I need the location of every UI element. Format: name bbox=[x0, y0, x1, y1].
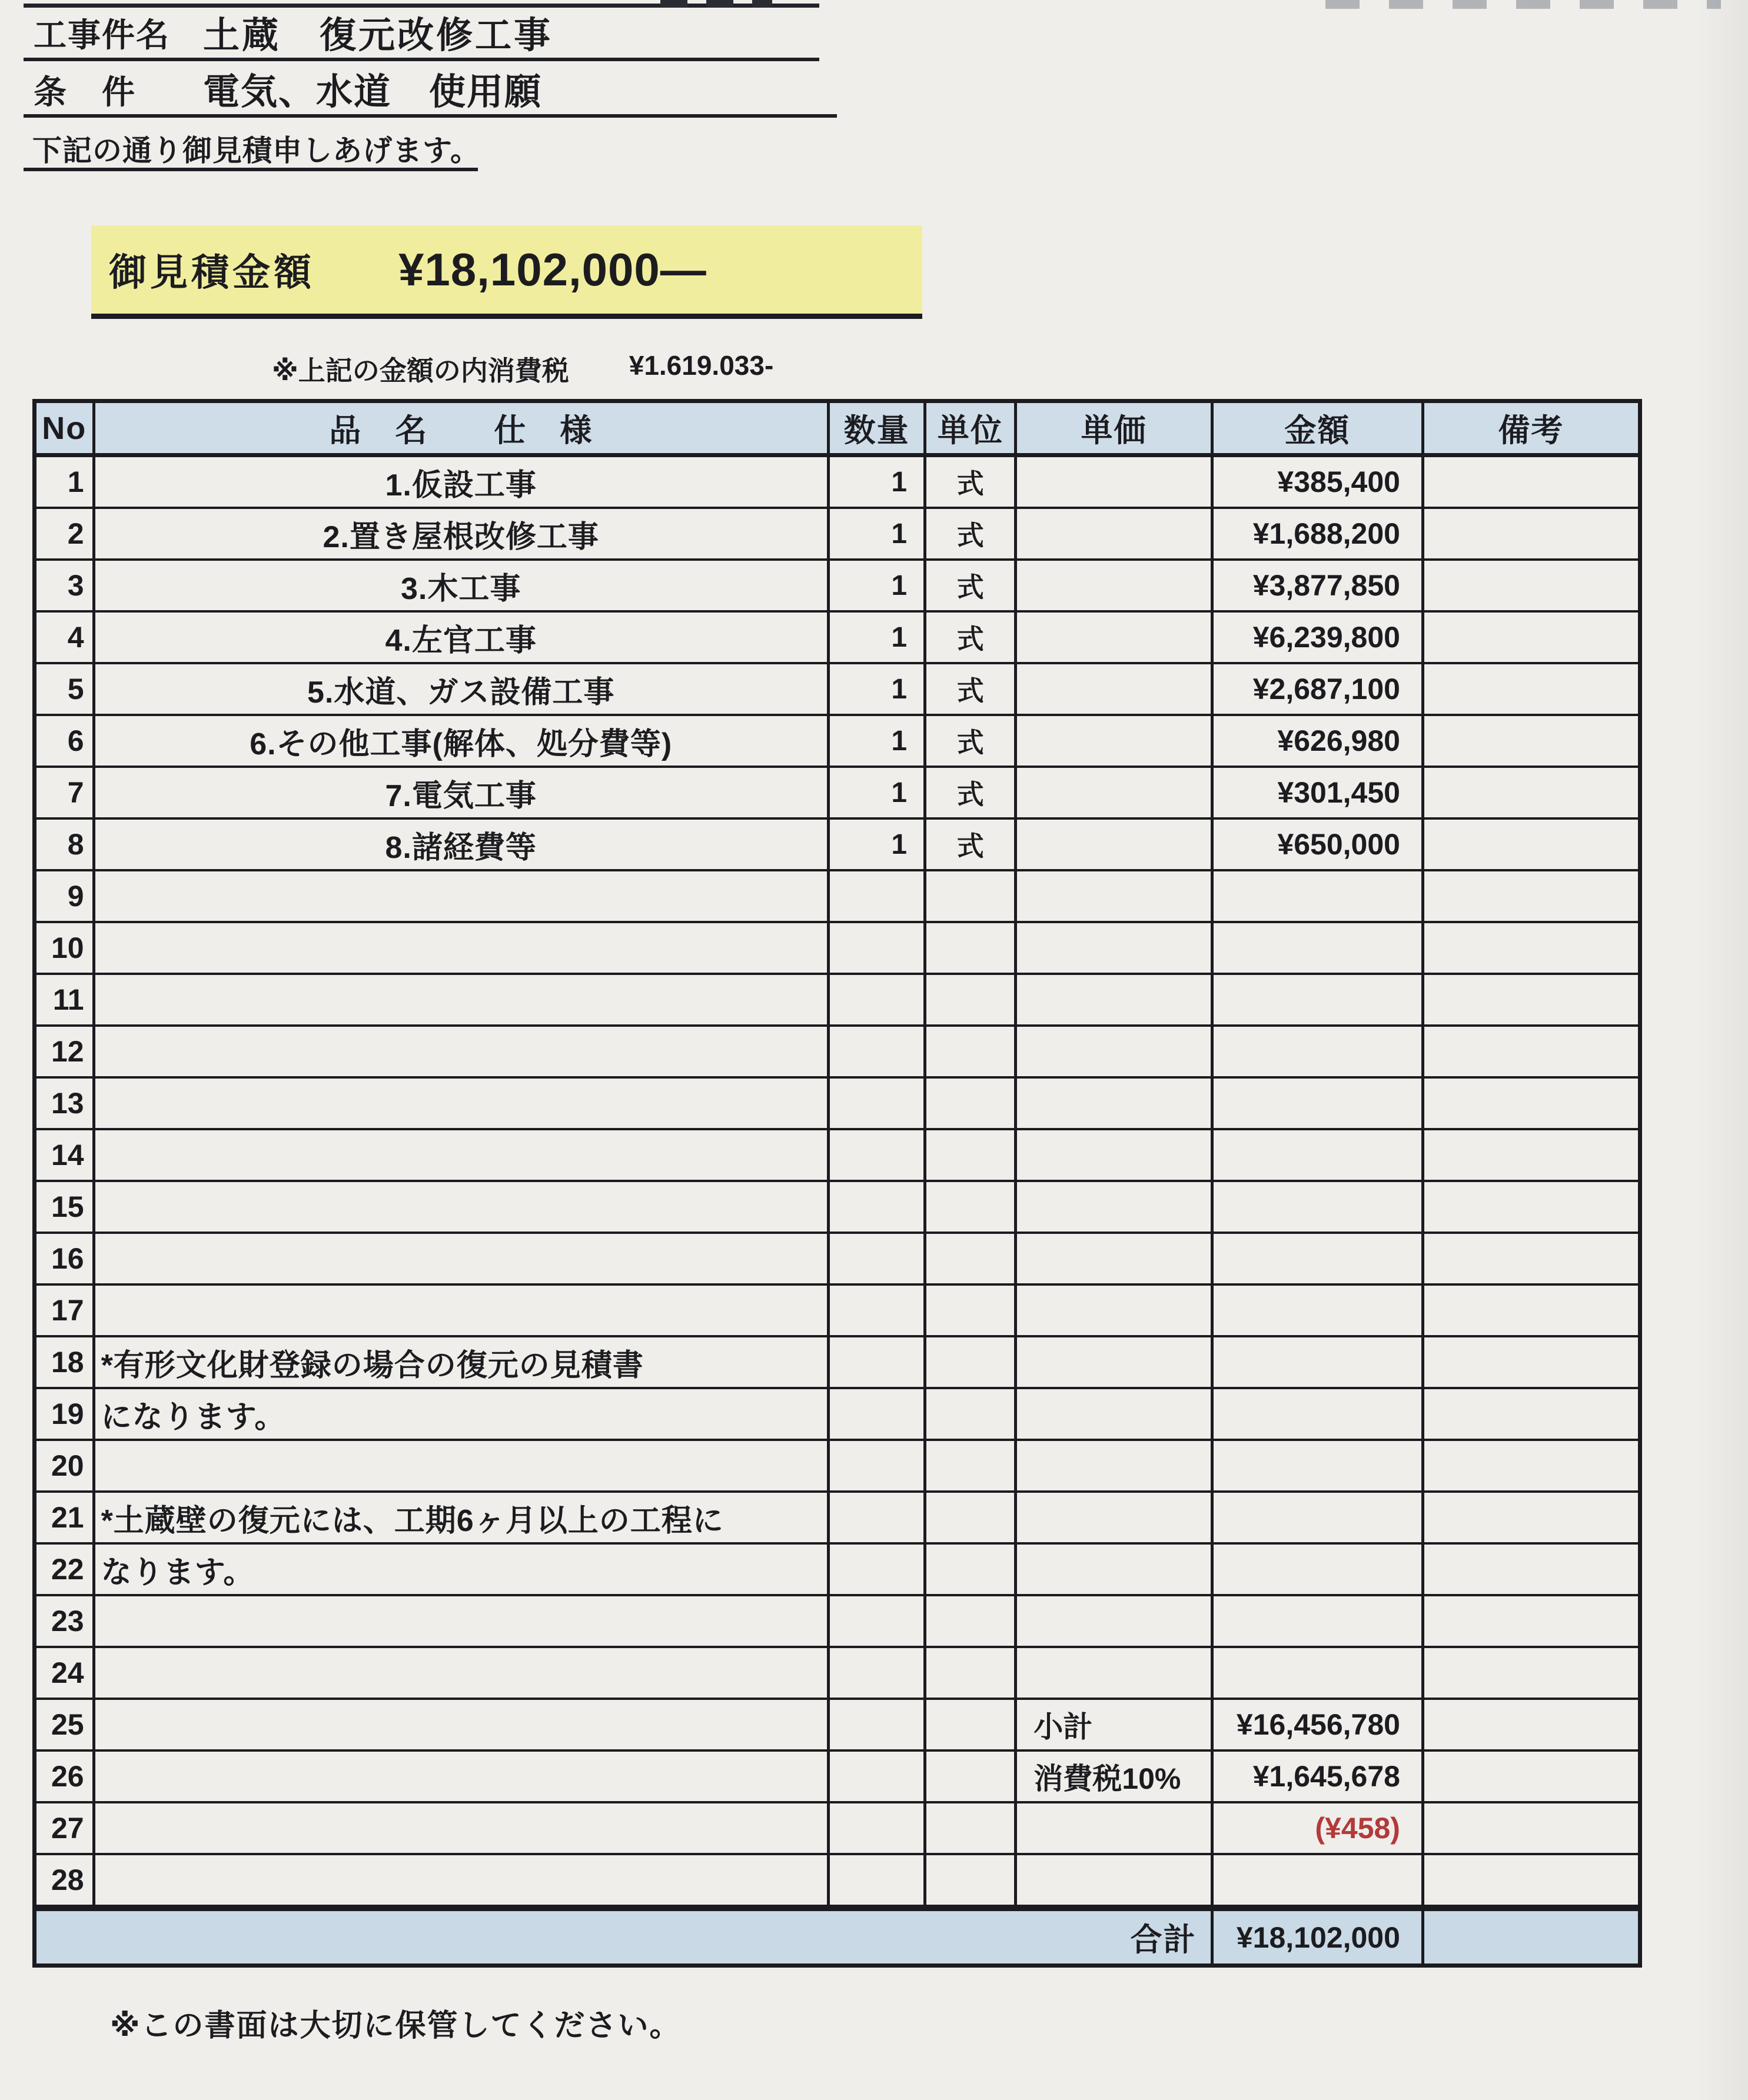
row-number: 11 bbox=[36, 975, 95, 1024]
remarks-cell bbox=[1424, 923, 1638, 973]
grand-total-row bbox=[36, 1907, 1638, 1963]
item-name-cell: なります。 bbox=[95, 1545, 830, 1594]
remarks-cell bbox=[1424, 457, 1638, 507]
table-row bbox=[36, 1079, 1638, 1130]
row-number: 5 bbox=[36, 664, 95, 714]
table-header-row bbox=[36, 403, 1638, 457]
unit-price-cell bbox=[1017, 1648, 1213, 1698]
table-row bbox=[36, 1545, 1638, 1596]
table-row bbox=[36, 1493, 1638, 1545]
remarks-cell bbox=[1424, 664, 1638, 714]
cut-off-text-fragment bbox=[660, 0, 772, 8]
quantity-cell bbox=[830, 1596, 926, 1646]
table-row bbox=[36, 768, 1638, 820]
column-header-unit-price: 単価 bbox=[1017, 403, 1213, 453]
quantity-cell bbox=[830, 1700, 926, 1749]
unit-cell bbox=[926, 1389, 1017, 1439]
unit-price-cell bbox=[1017, 716, 1213, 766]
amount-cell bbox=[1214, 1441, 1424, 1490]
unit-price-cell bbox=[1017, 1234, 1213, 1283]
quantity-cell: 1 bbox=[830, 820, 926, 869]
row-number: 3 bbox=[36, 561, 95, 610]
row-number: 24 bbox=[36, 1648, 95, 1698]
item-name-cell: 1.仮設工事 bbox=[95, 457, 830, 507]
table-row bbox=[36, 1803, 1638, 1855]
row-number: 17 bbox=[36, 1286, 95, 1335]
table-body bbox=[36, 457, 1638, 1963]
amount-cell: ¥650,000 bbox=[1214, 820, 1424, 869]
unit-cell bbox=[926, 1286, 1017, 1335]
table-row bbox=[36, 1130, 1638, 1182]
unit-price-cell bbox=[1017, 1286, 1213, 1335]
work-name-label: 工事件名 bbox=[34, 16, 170, 54]
intro-text: 下記の通り御見積申しあげます。 bbox=[32, 134, 480, 167]
item-name-cell bbox=[95, 975, 830, 1024]
quantity-cell bbox=[830, 1441, 926, 1490]
unit-price-cell bbox=[1017, 1389, 1213, 1439]
amount-cell bbox=[1214, 1493, 1424, 1542]
table-row bbox=[36, 1596, 1638, 1648]
row-number: 6 bbox=[36, 716, 95, 766]
amount-cell: (¥458) bbox=[1214, 1803, 1424, 1853]
unit-cell bbox=[926, 1130, 1017, 1180]
row-number: 27 bbox=[36, 1803, 95, 1853]
unit-price-cell bbox=[1017, 820, 1213, 869]
unit-price-cell bbox=[1017, 1079, 1213, 1128]
column-header-quantity: 数量 bbox=[830, 403, 926, 453]
item-name-cell bbox=[95, 1855, 830, 1905]
amount-cell: ¥16,456,780 bbox=[1214, 1700, 1424, 1749]
remarks-cell bbox=[1424, 509, 1638, 558]
remarks-cell bbox=[1424, 768, 1638, 817]
item-name-cell bbox=[95, 1234, 830, 1283]
row-number: 18 bbox=[36, 1337, 95, 1387]
amount-cell bbox=[1214, 1286, 1424, 1335]
remarks-cell bbox=[1424, 613, 1638, 662]
included-tax-note bbox=[272, 350, 773, 388]
row-number: 10 bbox=[36, 923, 95, 973]
condition-label: 条 件 bbox=[34, 74, 136, 111]
unit-price-cell bbox=[1017, 1337, 1213, 1387]
row-number: 2 bbox=[36, 509, 95, 558]
unit-price-cell bbox=[1017, 871, 1213, 921]
row-number: 19 bbox=[36, 1389, 95, 1439]
unit-cell: 式 bbox=[926, 561, 1017, 610]
table-row bbox=[36, 871, 1638, 923]
table-row bbox=[36, 975, 1638, 1027]
included-tax-value: ¥1.619.033- bbox=[629, 350, 774, 381]
quantity-cell bbox=[830, 1182, 926, 1232]
quantity-cell bbox=[830, 923, 926, 973]
unit-cell bbox=[926, 1441, 1017, 1490]
unit-cell: 式 bbox=[926, 664, 1017, 714]
included-tax-label: ※上記の金額の内消費税 bbox=[272, 355, 569, 386]
unit-cell bbox=[926, 923, 1017, 973]
quantity-cell bbox=[830, 1337, 926, 1387]
unit-price-cell bbox=[1017, 1027, 1213, 1076]
remarks-cell bbox=[1424, 1545, 1638, 1594]
remarks-cell bbox=[1424, 716, 1638, 766]
remarks-cell bbox=[1424, 561, 1638, 610]
unit-cell bbox=[926, 1700, 1017, 1749]
unit-cell bbox=[926, 1752, 1017, 1801]
unit-cell bbox=[926, 1855, 1017, 1905]
amount-cell bbox=[1214, 871, 1424, 921]
unit-price-cell bbox=[1017, 975, 1213, 1024]
table-row bbox=[36, 1337, 1638, 1389]
item-name-cell bbox=[95, 871, 830, 921]
table-row bbox=[36, 923, 1638, 975]
unit-cell: 式 bbox=[926, 457, 1017, 507]
header-rule bbox=[24, 114, 837, 118]
item-name-cell bbox=[95, 1027, 830, 1076]
item-name-cell bbox=[95, 1596, 830, 1646]
remarks-cell bbox=[1424, 1855, 1638, 1905]
item-name-cell: 3.木工事 bbox=[95, 561, 830, 610]
unit-cell bbox=[926, 1596, 1017, 1646]
table-row bbox=[36, 1286, 1638, 1337]
unit-price-cell bbox=[1017, 1130, 1213, 1180]
quantity-cell bbox=[830, 1752, 926, 1801]
remarks-cell bbox=[1424, 1752, 1638, 1801]
remarks-cell bbox=[1424, 1596, 1638, 1646]
amount-cell bbox=[1214, 1234, 1424, 1283]
table-row bbox=[36, 1389, 1638, 1441]
unit-price-cell bbox=[1017, 1855, 1213, 1905]
unit-price-cell bbox=[1017, 1545, 1213, 1594]
quantity-cell bbox=[830, 1855, 926, 1905]
column-header-amount: 金額 bbox=[1214, 403, 1424, 453]
item-name-cell: *有形文化財登録の場合の復元の見積書 bbox=[95, 1337, 830, 1387]
row-number: 7 bbox=[36, 768, 95, 817]
remarks-cell bbox=[1424, 820, 1638, 869]
item-name-cell: になります。 bbox=[95, 1389, 830, 1439]
amount-cell bbox=[1214, 1337, 1424, 1387]
quantity-cell bbox=[830, 1130, 926, 1180]
unit-cell bbox=[926, 1234, 1017, 1283]
item-name-cell bbox=[95, 1286, 830, 1335]
item-name-cell bbox=[95, 1441, 830, 1490]
item-name-cell bbox=[95, 1700, 830, 1749]
table-row bbox=[36, 1648, 1638, 1700]
quantity-cell bbox=[830, 975, 926, 1024]
quantity-cell: 1 bbox=[830, 509, 926, 558]
item-name-cell bbox=[95, 1648, 830, 1698]
unit-cell: 式 bbox=[926, 509, 1017, 558]
unit-price-cell bbox=[1017, 613, 1213, 662]
unit-cell bbox=[926, 1545, 1017, 1594]
amount-cell bbox=[1214, 1027, 1424, 1076]
remarks-cell bbox=[1424, 1648, 1638, 1698]
amount-cell: ¥385,400 bbox=[1214, 457, 1424, 507]
column-header-item-spec: 品 名 仕 様 bbox=[95, 403, 830, 453]
amount-cell bbox=[1214, 1130, 1424, 1180]
quantity-cell bbox=[830, 1286, 926, 1335]
remarks-cell bbox=[1424, 1389, 1638, 1439]
amount-cell bbox=[1214, 1079, 1424, 1128]
remarks-cell bbox=[1424, 1700, 1638, 1749]
row-number: 12 bbox=[36, 1027, 95, 1076]
remarks-cell bbox=[1424, 1337, 1638, 1387]
row-number: 14 bbox=[36, 1130, 95, 1180]
amount-cell bbox=[1214, 1389, 1424, 1439]
amount-cell: ¥301,450 bbox=[1214, 768, 1424, 817]
quantity-cell: 1 bbox=[830, 768, 926, 817]
remarks-cell bbox=[1424, 1079, 1638, 1128]
remarks-cell bbox=[1424, 1234, 1638, 1283]
quantity-cell bbox=[830, 1027, 926, 1076]
quantity-cell bbox=[830, 1079, 926, 1128]
item-name-cell bbox=[95, 923, 830, 973]
item-name-cell: 2.置き屋根改修工事 bbox=[95, 509, 830, 558]
unit-price-cell bbox=[1017, 1441, 1213, 1490]
unit-cell bbox=[926, 871, 1017, 921]
item-name-cell: *土蔵壁の復元には、工期6ヶ月以上の工程に bbox=[95, 1493, 830, 1542]
quantity-cell bbox=[830, 871, 926, 921]
amount-cell: ¥2,687,100 bbox=[1214, 664, 1424, 714]
unit-price-cell bbox=[1017, 923, 1213, 973]
column-header-unit: 単位 bbox=[926, 403, 1017, 453]
unit-price-cell: 小計 bbox=[1017, 1700, 1213, 1749]
unit-price-cell bbox=[1017, 561, 1213, 610]
estimate-amount-highlight bbox=[91, 225, 922, 319]
table-row bbox=[36, 1752, 1638, 1803]
row-number: 21 bbox=[36, 1493, 95, 1542]
amount-cell: ¥6,239,800 bbox=[1214, 613, 1424, 662]
unit-price-cell: 消費税10% bbox=[1017, 1752, 1213, 1801]
unit-cell bbox=[926, 975, 1017, 1024]
unit-price-cell bbox=[1017, 457, 1213, 507]
table-row bbox=[36, 509, 1638, 561]
table-row bbox=[36, 457, 1638, 509]
unit-price-cell bbox=[1017, 1493, 1213, 1542]
remarks-cell bbox=[1424, 1130, 1638, 1180]
row-number: 25 bbox=[36, 1700, 95, 1749]
amount-cell bbox=[1214, 1182, 1424, 1232]
work-name-value: 土蔵 復元改修工事 bbox=[203, 15, 553, 56]
unit-cell bbox=[926, 1493, 1017, 1542]
item-name-cell: 6.その他工事(解体、処分費等) bbox=[95, 716, 830, 766]
row-number: 8 bbox=[36, 820, 95, 869]
row-number: 22 bbox=[36, 1545, 95, 1594]
remarks-cell bbox=[1424, 1493, 1638, 1542]
quantity-cell: 1 bbox=[830, 613, 926, 662]
table-row bbox=[36, 1182, 1638, 1234]
item-name-cell bbox=[95, 1803, 830, 1853]
table-row bbox=[36, 613, 1638, 664]
remarks-cell bbox=[1424, 1441, 1638, 1490]
table-row bbox=[36, 716, 1638, 768]
quantity-cell bbox=[830, 1493, 926, 1542]
row-number: 1 bbox=[36, 457, 95, 507]
amount-cell bbox=[1214, 1596, 1424, 1646]
amount-cell: ¥3,877,850 bbox=[1214, 561, 1424, 610]
amount-cell bbox=[1214, 975, 1424, 1024]
table-row bbox=[36, 1855, 1638, 1907]
remarks-cell bbox=[1424, 1027, 1638, 1076]
remarks-cell bbox=[1424, 1803, 1638, 1853]
table-row bbox=[36, 664, 1638, 716]
header-rule bbox=[24, 58, 819, 61]
row-number: 15 bbox=[36, 1182, 95, 1232]
amount-cell bbox=[1214, 923, 1424, 973]
table-row bbox=[36, 1027, 1638, 1079]
grand-total-amount: ¥18,102,000 bbox=[1214, 1911, 1424, 1963]
item-name-cell bbox=[95, 1130, 830, 1180]
quantity-cell: 1 bbox=[830, 716, 926, 766]
unit-cell bbox=[926, 1182, 1017, 1232]
row-number: 26 bbox=[36, 1752, 95, 1801]
row-number: 16 bbox=[36, 1234, 95, 1283]
quantity-cell: 1 bbox=[830, 664, 926, 714]
table-row bbox=[36, 1234, 1638, 1286]
quantity-cell: 1 bbox=[830, 561, 926, 610]
column-header-remarks: 備考 bbox=[1498, 413, 1564, 448]
unit-cell: 式 bbox=[926, 716, 1017, 766]
unit-price-cell bbox=[1017, 1182, 1213, 1232]
item-name-cell: 5.水道、ガス設備工事 bbox=[95, 664, 830, 714]
amount-cell bbox=[1214, 1648, 1424, 1698]
unit-cell bbox=[926, 1079, 1017, 1128]
unit-price-cell bbox=[1017, 1596, 1213, 1646]
row-number: 9 bbox=[36, 871, 95, 921]
remarks-cell bbox=[1424, 1286, 1638, 1335]
amount-cell: ¥1,645,678 bbox=[1214, 1752, 1424, 1801]
item-name-cell bbox=[95, 1079, 830, 1128]
header-rule bbox=[24, 168, 478, 171]
table-row bbox=[36, 561, 1638, 613]
estimate-table bbox=[32, 399, 1642, 1968]
estimate-amount-value: ¥18,102,000— bbox=[398, 243, 707, 295]
grand-total-label: 合計 bbox=[36, 1911, 1214, 1963]
item-name-cell bbox=[95, 1752, 830, 1801]
unit-price-cell bbox=[1017, 664, 1213, 714]
unit-cell bbox=[926, 1803, 1017, 1853]
remarks-cell bbox=[1424, 1182, 1638, 1232]
condition-value: 電気、水道 使用願 bbox=[203, 72, 543, 112]
amount-cell bbox=[1214, 1855, 1424, 1905]
row-number: 23 bbox=[36, 1596, 95, 1646]
column-header-no: No bbox=[36, 403, 95, 453]
quantity-cell bbox=[830, 1803, 926, 1853]
keep-document-note: ※この書面は大切に保管してください。 bbox=[110, 2009, 682, 2043]
table-row bbox=[36, 820, 1638, 871]
item-name-cell bbox=[95, 1182, 830, 1232]
table-row bbox=[36, 1441, 1638, 1493]
row-number: 4 bbox=[36, 613, 95, 662]
quantity-cell: 1 bbox=[830, 457, 926, 507]
item-name-cell: 7.電気工事 bbox=[95, 768, 830, 817]
quantity-cell bbox=[830, 1545, 926, 1594]
row-number: 28 bbox=[36, 1855, 95, 1905]
quantity-cell bbox=[830, 1389, 926, 1439]
unit-cell: 式 bbox=[926, 768, 1017, 817]
row-number: 13 bbox=[36, 1079, 95, 1128]
amount-cell bbox=[1214, 1545, 1424, 1594]
unit-price-cell bbox=[1017, 509, 1213, 558]
unit-price-cell bbox=[1017, 1803, 1213, 1853]
unit-price-cell bbox=[1017, 768, 1213, 817]
remarks-cell bbox=[1424, 871, 1638, 921]
unit-cell bbox=[926, 1027, 1017, 1076]
remarks-cell bbox=[1424, 975, 1638, 1024]
unit-cell: 式 bbox=[926, 613, 1017, 662]
remarks-cell bbox=[1424, 1911, 1638, 1963]
table-row bbox=[36, 1700, 1638, 1752]
amount-cell: ¥626,980 bbox=[1214, 716, 1424, 766]
item-name-cell: 8.諸経費等 bbox=[95, 820, 830, 869]
cut-off-text-fragment bbox=[1325, 0, 1721, 9]
quantity-cell bbox=[830, 1648, 926, 1698]
unit-cell bbox=[926, 1648, 1017, 1698]
quantity-cell bbox=[830, 1234, 926, 1283]
estimate-amount-label: 御見積金額 bbox=[109, 251, 315, 294]
row-number: 20 bbox=[36, 1441, 95, 1490]
item-name-cell: 4.左官工事 bbox=[95, 613, 830, 662]
unit-cell bbox=[926, 1337, 1017, 1387]
unit-cell: 式 bbox=[926, 820, 1017, 869]
amount-cell: ¥1,688,200 bbox=[1214, 509, 1424, 558]
